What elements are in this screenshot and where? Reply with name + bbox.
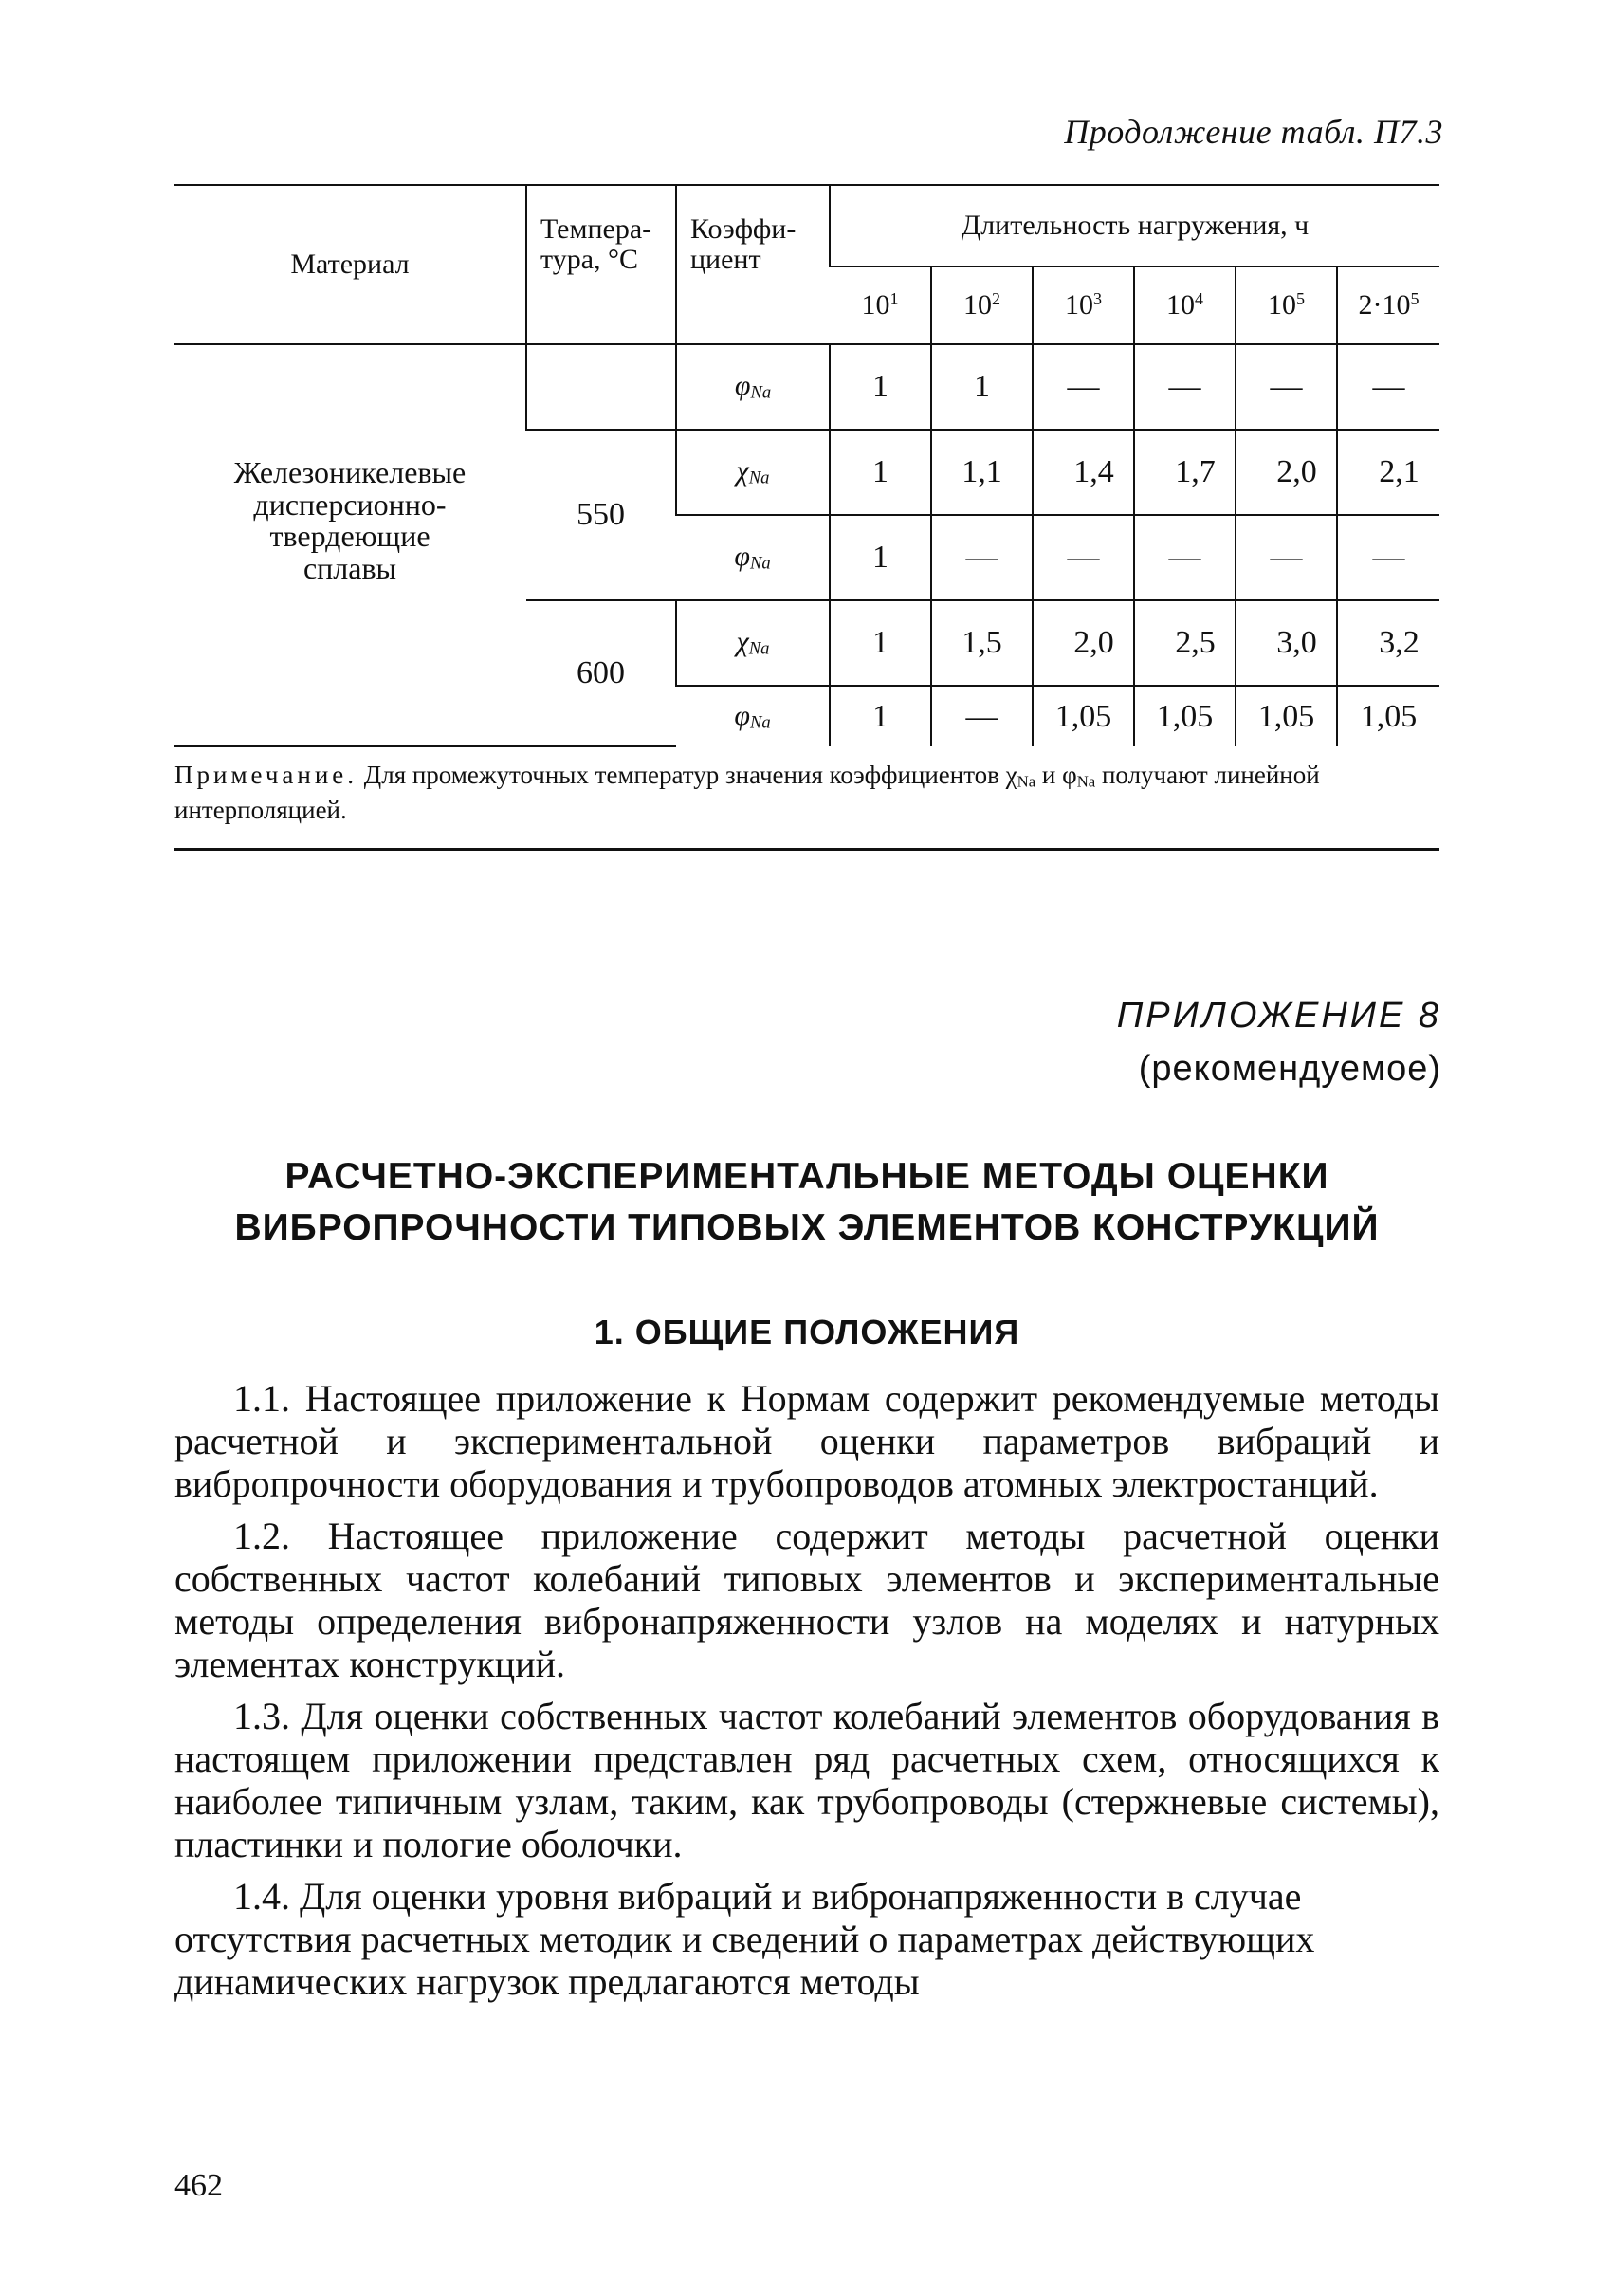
paragraph-1-1: 1.1. Настоящее приложение к Нормам содержит рекомендуемые методы расчетной и экспериментальной оценки параметров вибраций и вибропрочности оборудования и трубопроводов атомных электростанций. xyxy=(174,1377,1439,1505)
value-cell: — xyxy=(1134,344,1236,430)
body-text xyxy=(174,1377,1439,2012)
value-cell: 1,1 xyxy=(931,430,1033,515)
value-cell: 1 xyxy=(931,344,1033,430)
header-duration: Длительность нагружения, ч xyxy=(830,185,1439,266)
value-cell: — xyxy=(1337,344,1439,430)
coefficient-cell: χNa xyxy=(676,430,830,515)
note-label: Примечание. xyxy=(174,761,358,789)
value-cell: — xyxy=(931,686,1033,746)
value-cell: 1,05 xyxy=(1134,686,1236,746)
header-coefficient: Коэффи- циент xyxy=(676,185,830,344)
paragraph-1-2: 1.2. Настоящее приложение содержит методы расчетной оценки собственных частот колебаний типовых элементов и экспериментальные методы определения вибронапряженности узлов на моделях и натурных элементах конструкций. xyxy=(174,1515,1439,1685)
table-note: Примечание. Для промежуточных температур значения коэффициентов $\chi_{Na}$ и $\varphi_{Na}$ получают линейной интерполяцией. xyxy=(174,761,1320,825)
coefficient-cell: φNa xyxy=(676,344,830,430)
value-cell: 1 xyxy=(830,430,931,515)
paragraph-1-4: 1.4. Для оценки уровня вибраций и вибронапряженности в случае отсутствия расчетных методик и сведений о параметрах действующих динамических нагрузок предлагаются методы xyxy=(174,1875,1315,2003)
coefficients-table xyxy=(174,184,1439,747)
value-cell: 2,1 xyxy=(1337,430,1439,515)
header-material: Материал xyxy=(174,185,526,344)
value-cell: — xyxy=(1033,344,1134,430)
value-cell: 1,05 xyxy=(1337,686,1439,746)
appendix-title: ПРИЛОЖЕНИЕ 8 xyxy=(1116,996,1441,1036)
value-cell: 1 xyxy=(830,600,931,686)
main-title xyxy=(174,1151,1439,1254)
value-cell: — xyxy=(1236,344,1337,430)
value-cell: — xyxy=(1134,515,1236,600)
header-duration-3: $10^3$ xyxy=(1033,266,1134,344)
coefficient-cell: χNa xyxy=(676,600,830,686)
value-cell: — xyxy=(1337,515,1439,600)
header-duration-4: $10^4$ xyxy=(1134,266,1236,344)
value-cell: — xyxy=(1033,515,1134,600)
value-cell: 3,0 xyxy=(1236,600,1337,686)
material-cell: Железоникелевые дисперсионно- твердеющие сплавы xyxy=(174,344,526,746)
value-cell: 1 xyxy=(830,686,931,746)
value-cell: 2,0 xyxy=(1033,600,1134,686)
value-cell: 1 xyxy=(830,515,931,600)
temperature-cell: 600 xyxy=(526,600,676,746)
value-cell: — xyxy=(1236,515,1337,600)
table-row xyxy=(174,344,1439,430)
header-duration-6: $2\cdot 10^5$ xyxy=(1337,266,1439,344)
value-cell: 1,05 xyxy=(1236,686,1337,746)
value-cell: 1,7 xyxy=(1134,430,1236,515)
value-cell: 1,05 xyxy=(1033,686,1134,746)
value-cell: 3,2 xyxy=(1337,600,1439,686)
coefficient-cell: φNa xyxy=(734,699,771,733)
value-cell: — xyxy=(931,515,1033,600)
table-caption: Продолжение табл. П7.3 xyxy=(1064,113,1443,151)
temperature-cell xyxy=(526,344,676,430)
header-duration-5: $10^5$ xyxy=(1236,266,1337,344)
main-title-line-1: РАСЧЕТНО-ЭКСПЕРИМЕНТАЛЬНЫЕ МЕТОДЫ ОЦЕНКИ xyxy=(284,1156,1329,1197)
header-duration-2: $10^2$ xyxy=(931,266,1033,344)
divider xyxy=(174,848,1439,851)
main-title-line-2: ВИБРОПРОЧНОСТИ ТИПОВЫХ ЭЛЕМЕНТОВ КОНСТРУКЦИЙ xyxy=(234,1207,1380,1248)
coefficient-cell: φNa xyxy=(676,515,830,600)
value-cell: 2,0 xyxy=(1236,430,1337,515)
header-temperature: Темпера- тура, °С xyxy=(526,185,676,344)
value-cell: 1,4 xyxy=(1033,430,1134,515)
value-cell: 1 xyxy=(830,344,931,430)
temperature-cell: 550 xyxy=(526,430,676,600)
value-cell: 1,5 xyxy=(931,600,1033,686)
page-number: 462 xyxy=(174,2168,223,2203)
section-title: 1. ОБЩИЕ ПОЛОЖЕНИЯ xyxy=(594,1313,1020,1351)
header-duration-1: $10^1$ xyxy=(830,266,931,344)
appendix-subtitle: (рекомендуемое) xyxy=(1138,1049,1441,1089)
paragraph-1-3: 1.3. Для оценки собственных частот колебаний элементов оборудования в настоящем приложении представлен ряд расчетных схем, относящихся к наиболее типичным узлам, таким, как трубопроводы (стержневые системы), пластинки и пологие оболочки. xyxy=(174,1695,1439,1865)
value-cell: 2,5 xyxy=(1134,600,1236,686)
